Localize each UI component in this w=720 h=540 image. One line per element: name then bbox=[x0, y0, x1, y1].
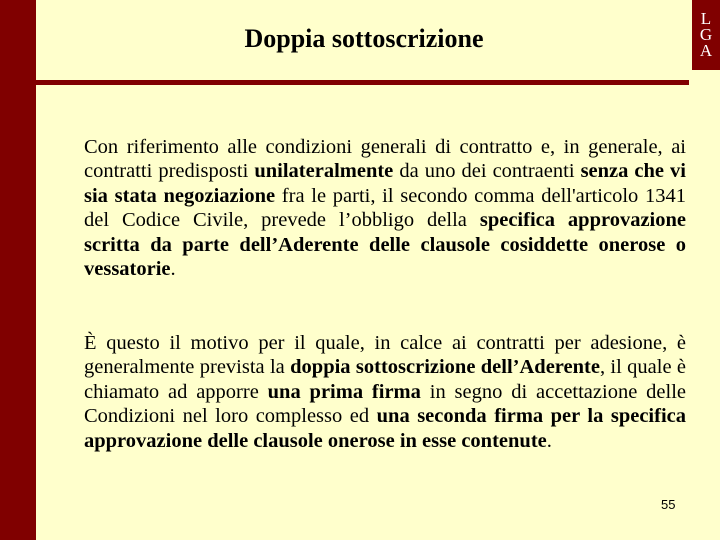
title-divider bbox=[36, 80, 689, 85]
text-segment: È questo il motivo per il quale, in calce ai contratti per adesione, è generalmente prevista la bbox=[84, 332, 686, 379]
logo-letter-a: A bbox=[699, 41, 713, 60]
bold-text-segment: senza che vi sia stata negoziazione bbox=[84, 160, 687, 207]
slide-title: Doppia sottoscrizione bbox=[244, 24, 484, 53]
paragraph-2 bbox=[84, 331, 686, 453]
bold-text-segment: una prima firma bbox=[267, 380, 421, 403]
bold-text-segment: doppia sottoscrizione dell’Aderente bbox=[290, 356, 600, 379]
bold-text-segment: una seconda firma per la specifica approvazione delle clausole onerose in esse contenute bbox=[84, 405, 686, 452]
page-number: 55 bbox=[661, 497, 676, 512]
bold-text-segment: specifica approvazione scritta da parte dell’Aderente delle clausole cosiddette onerose o vessatorie bbox=[84, 209, 686, 281]
paragraph-1 bbox=[84, 135, 686, 281]
text-segment: . bbox=[170, 258, 176, 281]
logo-letter-g: G bbox=[699, 25, 713, 44]
text-segment: , il quale è chiamato ad apporre bbox=[84, 356, 686, 403]
text-segment: in segno di accettazione delle Condizioni nel loro complesso ed bbox=[84, 380, 686, 428]
text-segment: fra le parti, il secondo comma dell'articolo 1341 del Codice Civile, prevede l’obbligo della bbox=[84, 184, 686, 232]
text-segment: da uno dei contraenti bbox=[393, 160, 581, 183]
lga-logo bbox=[692, 0, 720, 70]
left-accent-bar bbox=[0, 0, 36, 540]
logo-letter-l: L bbox=[700, 9, 712, 28]
text-segment: . bbox=[546, 429, 552, 452]
text-segment: Con riferimento alle condizioni generali di contratto e, in generale, ai contratti predisposti bbox=[84, 136, 686, 183]
bold-text-segment: unilateralmente bbox=[254, 160, 394, 183]
